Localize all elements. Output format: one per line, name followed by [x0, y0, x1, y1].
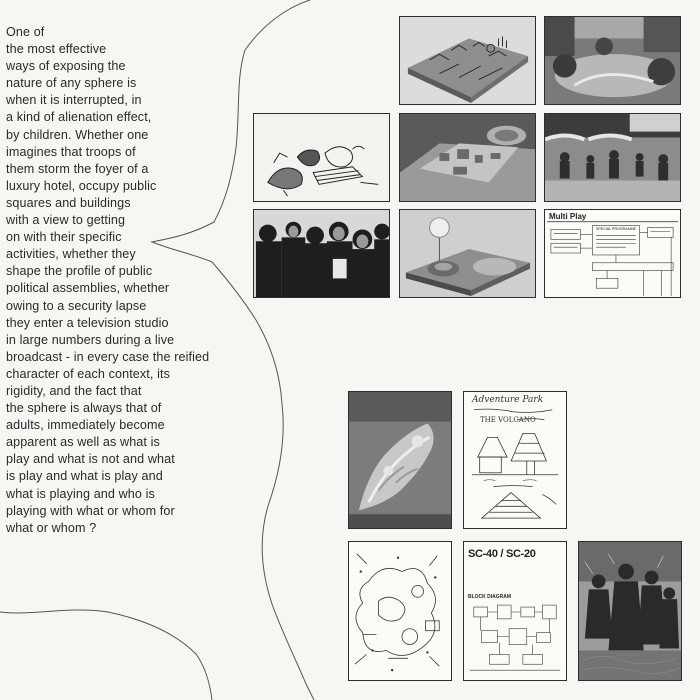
text-line: activities, whether they: [6, 247, 136, 262]
historical-engraving: [578, 541, 682, 681]
multi-play-title: Multi Play: [549, 212, 587, 221]
text-line: what is playing and who is: [6, 486, 155, 501]
landscape-model-photo: [348, 391, 452, 529]
text-line: luxury hotel, occupy public: [6, 178, 157, 193]
block-diagram-label: BLOCK DIAGRAM: [468, 594, 512, 600]
text-line: playing with what or whom for: [6, 503, 175, 518]
multi-play-diagram: [544, 209, 681, 298]
text-line: ways of exposing the: [6, 59, 126, 74]
text-line: they enter a television studio: [6, 315, 169, 330]
text-line: adults, immediately become: [6, 418, 165, 433]
text-line: One of: [6, 25, 45, 39]
text-line: is play and what is play and: [6, 469, 163, 484]
text-line: imagines that troops of: [6, 144, 136, 159]
children-sketch-drawing: [253, 113, 390, 202]
adventure-park-drawing: [463, 391, 567, 529]
text-line: by children. Whether one: [6, 127, 149, 142]
text-line: with a view to getting: [6, 213, 126, 228]
park-aerial-photo: [544, 16, 681, 105]
special-programme-label: SPECIAL PROGRAMME: [596, 227, 637, 231]
text-line: a kind of alienation effect,: [6, 110, 152, 125]
text-line: on with their specific: [6, 230, 122, 245]
sc-diagram-title: SC-40 / SC-20: [468, 548, 536, 560]
text-line: shape the profile of public: [6, 264, 153, 279]
text-line: when it is interrupted, in: [6, 93, 142, 108]
text-line: them storm the foyer of a: [6, 161, 149, 176]
crowd-of-children-photo: [253, 209, 390, 298]
architectural-model-photo: [399, 113, 536, 202]
text-line: owing to a security lapse: [6, 298, 147, 313]
outdoor-market-photo: [544, 113, 681, 202]
text-line: squares and buildings: [6, 195, 131, 210]
volcano-label: THE VOLCANO: [480, 416, 536, 424]
text-line: political assemblies, whether: [6, 281, 170, 296]
playground-plan-drawing: [348, 541, 452, 681]
playground-model-photo: [399, 16, 536, 105]
text-line: apparent as well as what is: [6, 435, 160, 450]
text-line: what or whom ?: [6, 520, 97, 535]
text-line: rigidity, and the fact that: [6, 383, 142, 398]
text-line: play and what is not and what: [6, 452, 175, 467]
text-line: character of each context, its: [6, 366, 171, 381]
sc40-sc20-block-diagram: [463, 541, 567, 681]
essay-text: [6, 24, 246, 537]
text-line: broadcast - in every case the reified: [6, 349, 210, 364]
text-line: nature of any sphere is: [6, 76, 137, 91]
text-line: the most effective: [6, 42, 107, 57]
sphere-model-photo: [399, 209, 536, 298]
text-line: the sphere is always that of: [6, 401, 162, 416]
text-line: in large numbers during a live: [6, 332, 175, 347]
adventure-park-title: Adventure Park: [472, 395, 544, 405]
